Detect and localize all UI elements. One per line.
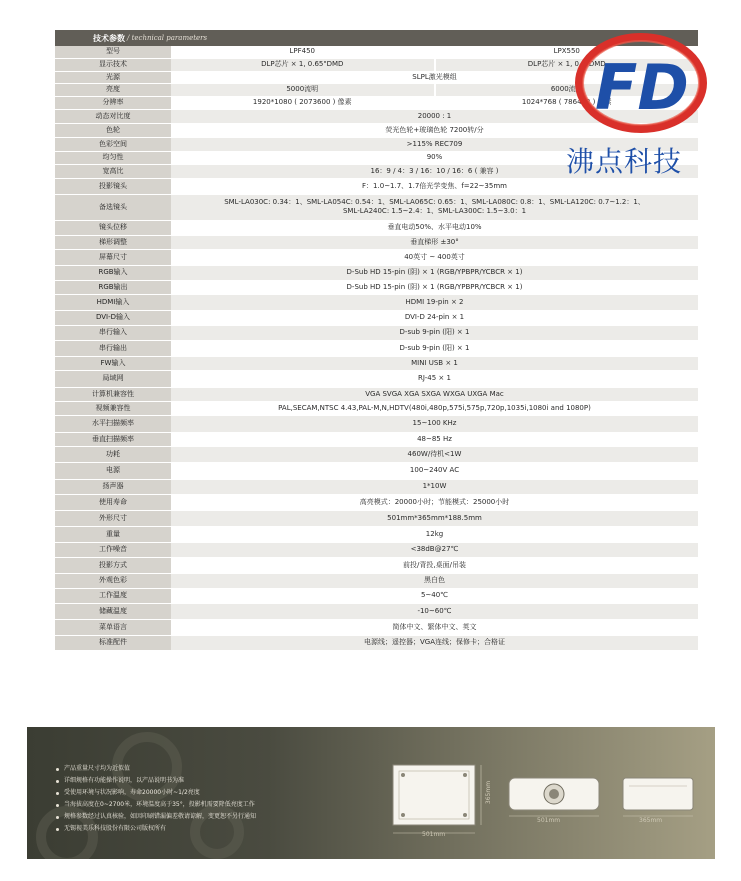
note-text: 无锡视美乐科技股份有限公司版权所有	[64, 825, 167, 832]
brand-name: 沸点科技	[566, 145, 683, 178]
spec-label: 色轮	[55, 123, 171, 137]
spec-label: 屏幕尺寸	[55, 249, 171, 265]
spec-value	[171, 265, 698, 280]
spec-value: 1024*768 ( 786432 ) 像素	[435, 96, 699, 109]
spec-label: 投影镜头	[55, 178, 171, 194]
spec-value-line: 荧光色轮+玻璃色轮 7200转/分	[385, 125, 484, 134]
spec-label: 扬声器	[55, 479, 171, 494]
spec-value-line: RJ-45 × 1	[418, 374, 451, 382]
spec-value-line: <38dB@27℃	[410, 545, 459, 553]
spec-label: 工作噪音	[55, 542, 171, 557]
note-text: 当海拔高度在0~2700米，环境温度高于35°，投影机需要降低亮度工作	[64, 801, 255, 808]
spec-label: 使用寿命	[55, 494, 171, 510]
note-item	[56, 823, 256, 835]
spec-row	[55, 526, 698, 542]
spec-value-line: SML-LA240C: 1.5~2.4：1、SML-LA300C: 1.5~3.0：1	[342, 207, 527, 215]
spec-value-line: 48~85 Hz	[417, 434, 452, 443]
spec-label: 亮度	[55, 83, 171, 96]
bullet-icon	[56, 804, 59, 807]
spec-value-line: 前投/背投,桌面/吊装	[403, 560, 466, 569]
spec-value-line: 黑白色	[424, 576, 445, 584]
header-subtitle: / technical parameters	[127, 34, 208, 42]
bullet-icon	[56, 780, 59, 783]
spec-value-line: 501mm*365mm*188.5mm	[387, 513, 482, 522]
spec-row	[55, 557, 698, 573]
note-item	[56, 775, 256, 787]
spec-label: 串行输入	[55, 325, 171, 340]
spec-row	[55, 325, 698, 340]
spec-value	[171, 356, 698, 370]
spec-row	[55, 265, 698, 280]
spec-row	[55, 310, 698, 325]
spec-row	[55, 370, 698, 387]
spec-label: 标准配件	[55, 635, 171, 650]
spec-value	[171, 178, 698, 194]
spec-value-line: 40英寸 ~ 400英寸	[404, 252, 465, 261]
spec-value: LPX550	[435, 46, 699, 58]
spec-value: LPF450	[171, 46, 435, 58]
spec-value	[171, 479, 698, 494]
spec-value	[171, 235, 698, 249]
spec-value: 5000流明	[171, 83, 435, 96]
spec-row	[55, 619, 698, 635]
spec-value	[171, 542, 698, 557]
spec-value	[171, 432, 698, 446]
spec-value-line: 高亮模式：20000小时；节能模式：25000小时	[359, 497, 510, 506]
spec-row	[55, 340, 698, 356]
spec-value	[171, 494, 698, 510]
spec-value-line: >115% REC709	[406, 139, 463, 148]
spec-row	[55, 178, 698, 194]
spec-label: 显示技术	[55, 58, 171, 71]
spec-row	[55, 603, 698, 619]
spec-value	[171, 340, 698, 356]
spec-row	[55, 446, 698, 462]
spec-row	[55, 432, 698, 446]
spec-value	[171, 325, 698, 340]
bullet-icon	[56, 816, 59, 819]
spec-label: 镜头位移	[55, 220, 171, 235]
spec-value-line: -10~60℃	[417, 606, 452, 615]
spec-value	[171, 635, 698, 650]
note-item	[56, 799, 256, 811]
spec-value-line: 90%	[426, 153, 443, 161]
spec-value-line: 电源线；遥控器；VGA连线；保修卡；合格证	[363, 638, 505, 646]
spec-value: 1920*1080 ( 2073600 ) 像素	[171, 96, 435, 109]
spec-value-line: 100~240V AC	[409, 466, 460, 474]
spec-value-line: PAL,SECAM,NTSC 4.43,PAL-M,N,HDTV(480i,480p,575i,575p,720p,1035i,1080i and 1080P)	[278, 403, 591, 412]
spec-value-line: SML-LA030C: 0.34：1、SML-LA054C: 0.54：1、SML-LA065C: 0.65：1、SML-LA080C: 0.8：1、SML-LA120C: 0.7~1.2：1、	[224, 198, 645, 206]
note-text: 受使用环境与状况影响，寿命20000小时~1/2亮度	[64, 789, 200, 796]
header-title: 技术参数	[93, 33, 125, 43]
spec-value-line: D-Sub HD 15-pin (阴) × 1 (RGB/YPBPR/YCBCR × 1)	[346, 268, 523, 276]
spec-value	[171, 194, 698, 220]
spec-label: 视频兼容性	[55, 401, 171, 415]
spec-value: DLP芯片 × 1, 0.7"DMD	[435, 58, 699, 71]
spec-value-line: 15~100 KHz	[412, 419, 457, 427]
spec-value	[171, 573, 698, 588]
spec-label: RGB输出	[55, 280, 171, 294]
spec-value-line: 简体中文、繁体中文、英文	[392, 622, 477, 631]
spec-value	[171, 280, 698, 294]
spec-value	[171, 387, 698, 401]
note-item	[56, 787, 256, 799]
spec-row	[55, 415, 698, 432]
spec-value	[171, 415, 698, 432]
spec-label: 储藏温度	[55, 603, 171, 619]
spec-row	[55, 356, 698, 370]
spec-label: 光源	[55, 71, 171, 83]
spec-label: 电源	[55, 462, 171, 479]
spec-value-line: D-sub 9-pin (阳) × 1	[399, 343, 470, 352]
depth-dim-label: 365mm	[485, 780, 493, 805]
spec-label: 均匀性	[55, 151, 171, 164]
front-view-diagram	[505, 772, 605, 822]
spec-row	[55, 542, 698, 557]
spec-value-line: 16：9 / 4：3 / 16：10 / 16：6 ( 兼容 )	[370, 166, 499, 175]
spec-row	[55, 588, 698, 603]
spec-label: 外观色彩	[55, 573, 171, 588]
spec-row	[55, 280, 698, 294]
spec-row	[55, 194, 698, 220]
spec-value-line: D-sub 9-pin (阳) × 1	[399, 328, 470, 336]
spec-row	[55, 249, 698, 265]
spec-label: 水平扫描频率	[55, 415, 171, 432]
spec-value-line: DVI-D 24-pin × 1	[404, 313, 465, 321]
spec-value-line: 20000 : 1	[417, 111, 452, 120]
spec-label: 宽高比	[55, 164, 171, 178]
spec-value-line: MINI USB × 1	[411, 358, 458, 367]
spec-value	[171, 401, 698, 415]
front-width-dim-label: 501mm	[537, 817, 561, 824]
spec-value-line: F：1.0~1.7、1.7倍光学变焦、f=22~35mm	[362, 181, 507, 190]
spec-label: RGB输入	[55, 265, 171, 280]
spec-value	[171, 510, 698, 526]
spec-value-line: HDMI 19-pin × 2	[405, 297, 464, 306]
spec-value	[171, 294, 698, 310]
side-width-dim-label: 365mm	[639, 817, 663, 824]
spec-value	[171, 462, 698, 479]
spec-value	[171, 310, 698, 325]
spec-value-line: VGA SVGA XGA SXGA WXGA UXGA Mac	[365, 389, 504, 398]
spec-value-line: D-Sub HD 15-pin (阴) × 1 (RGB/YPBPR/YCBCR × 1)	[346, 282, 523, 291]
spec-value-line: SLPL激光模组	[412, 72, 457, 81]
spec-row	[55, 494, 698, 510]
spec-value	[171, 557, 698, 573]
logo-letters: FD	[595, 51, 689, 124]
spec-value	[171, 603, 698, 619]
spec-label: 备选镜头	[55, 194, 171, 220]
spec-label: 型号	[55, 46, 171, 58]
spec-value	[171, 370, 698, 387]
spec-value-line: 5~40℃	[420, 591, 449, 599]
spec-value	[171, 619, 698, 635]
spec-label: FW输入	[55, 356, 171, 370]
spec-row	[55, 462, 698, 479]
spec-label: 外形尺寸	[55, 510, 171, 526]
spec-value-line: 12kg	[425, 529, 444, 538]
spec-value	[171, 526, 698, 542]
spec-row	[55, 387, 698, 401]
bullet-icon	[56, 792, 59, 795]
spec-label: 局域网	[55, 370, 171, 387]
spec-label: 垂直扫描频率	[55, 432, 171, 446]
spec-value	[171, 588, 698, 603]
spec-label: 动态对比度	[55, 109, 171, 123]
spec-label: 重量	[55, 526, 171, 542]
spec-row	[55, 220, 698, 235]
spec-label: 工作温度	[55, 588, 171, 603]
spec-value	[171, 446, 698, 462]
spec-label: HDMI输入	[55, 294, 171, 310]
spec-label: 梯形调整	[55, 235, 171, 249]
note-text: 规格参数经过认真核验，如因印刷错漏偏差敬请谅解，变更恕不另行通知	[64, 813, 257, 820]
spec-label: 菜单语言	[55, 619, 171, 635]
spec-label: 功耗	[55, 446, 171, 462]
side-view-diagram	[619, 772, 699, 822]
bullet-icon	[56, 768, 59, 771]
spec-value	[171, 220, 698, 235]
note-item	[56, 811, 256, 823]
note-text: 产品重量尺寸均为近似值	[64, 765, 131, 772]
footer-panel	[27, 727, 715, 859]
spec-row	[55, 401, 698, 415]
top-width-dim-label: 501mm	[422, 831, 446, 838]
spec-value	[171, 249, 698, 265]
note-item	[56, 763, 256, 775]
spec-label: 投影方式	[55, 557, 171, 573]
spec-row	[55, 573, 698, 588]
spec-value-line: 垂直梯形 ±30°	[410, 237, 459, 246]
spec-value: DLP芯片 × 1, 0.65"DMD	[171, 58, 435, 71]
notes-list	[56, 763, 256, 835]
note-text: 详细规格有功能操作说明，以产品说明书为准	[64, 777, 185, 784]
spec-label: DVI-D输入	[55, 310, 171, 325]
spec-value: 6000流明	[435, 83, 699, 96]
spec-row	[55, 235, 698, 249]
spec-row	[55, 510, 698, 526]
spec-label: 计算机兼容性	[55, 387, 171, 401]
spec-label: 串行输出	[55, 340, 171, 356]
spec-value-line: 460W/待机<1W	[407, 449, 462, 458]
spec-value-line: 1*10W	[422, 482, 447, 490]
spec-row	[55, 479, 698, 494]
spec-row	[55, 294, 698, 310]
bullet-icon	[56, 828, 59, 831]
spec-label: 色彩空间	[55, 137, 171, 151]
spec-label: 分辨率	[55, 96, 171, 109]
spec-value-line: 垂直电动50%、水平电动10%	[387, 223, 482, 231]
spec-row	[55, 635, 698, 650]
